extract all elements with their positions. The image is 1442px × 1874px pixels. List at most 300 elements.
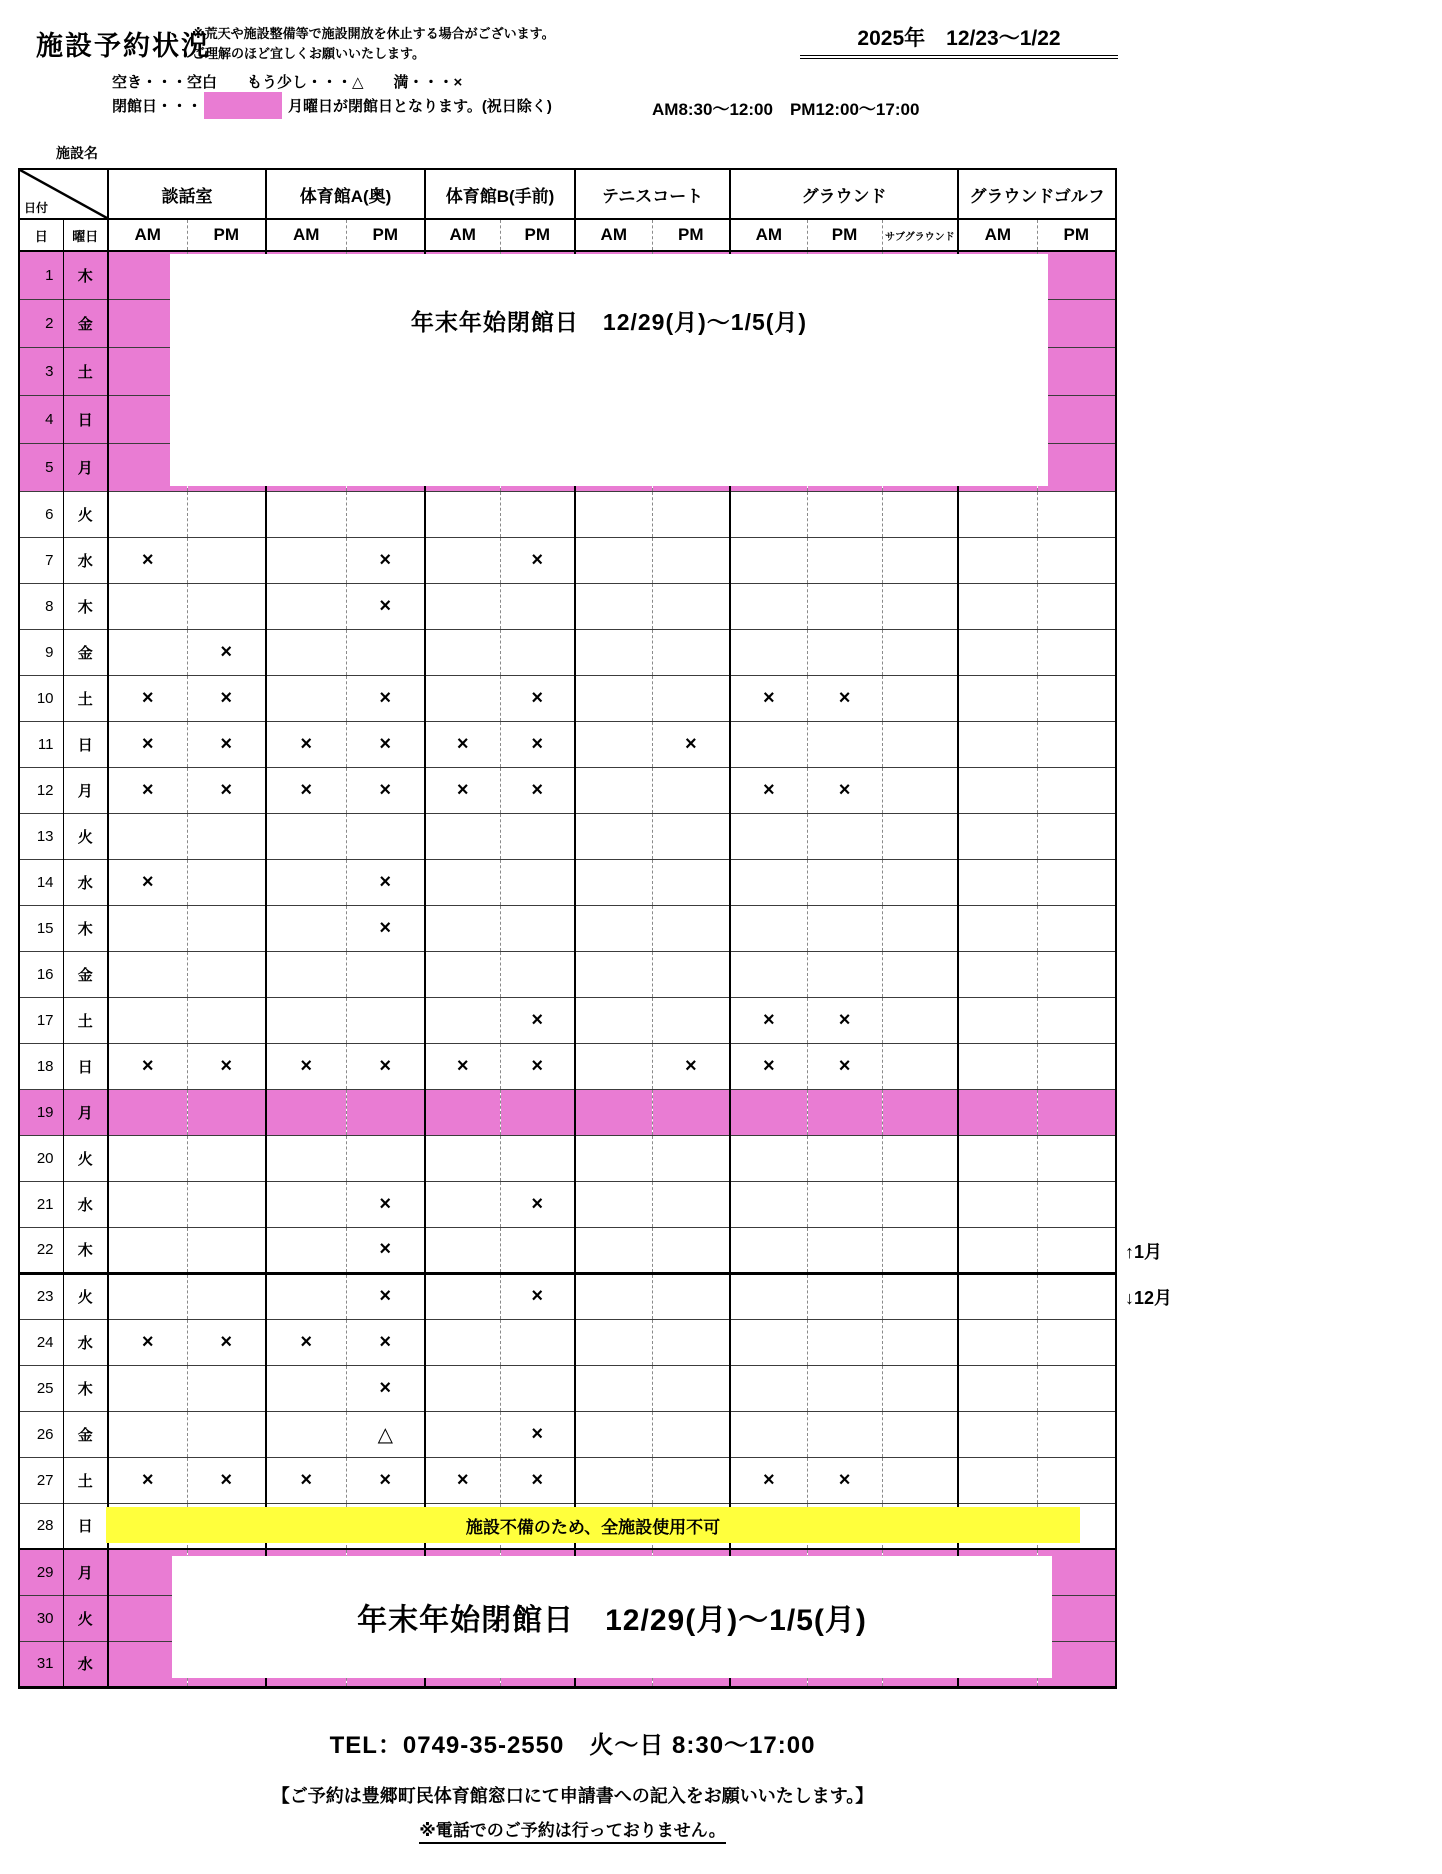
status-cell: ×	[425, 721, 500, 767]
table-row	[19, 1457, 1116, 1503]
status-cell	[652, 813, 730, 859]
pm-header: PM	[1063, 225, 1090, 244]
status-cell	[575, 721, 652, 767]
status-cell	[652, 629, 730, 675]
newyear-closure-banner-bottom: 年末年始閉館日 12/29(月)～1/5(月)	[172, 1556, 1052, 1678]
status-cell	[1037, 395, 1116, 443]
status-cell	[500, 1089, 575, 1135]
status-cell	[1037, 1319, 1116, 1365]
status-cell	[882, 537, 958, 583]
status-cell	[575, 767, 652, 813]
status-cell: ×	[346, 859, 425, 905]
date-cell: 9	[19, 629, 63, 675]
status-cell	[652, 491, 730, 537]
table-row	[19, 1181, 1116, 1227]
status-cell	[882, 1043, 958, 1089]
day-cell: 木	[63, 583, 108, 629]
status-cell	[1037, 905, 1116, 951]
status-cell	[730, 491, 807, 537]
pm-header: PM	[346, 219, 425, 251]
status-cell	[1037, 951, 1116, 997]
status-cell: ×	[807, 1043, 882, 1089]
day-cell: 水	[63, 1641, 108, 1687]
status-cell	[1037, 1227, 1116, 1273]
status-cell	[730, 1227, 807, 1273]
status-cell	[187, 1411, 266, 1457]
date-cell: 15	[19, 905, 63, 951]
month-marker-january: ↑1月	[1125, 1242, 1163, 1262]
table-row	[19, 997, 1116, 1043]
pm-header: PM	[187, 219, 266, 251]
facility-header-tennis: テニスコート	[575, 169, 730, 219]
status-cell	[652, 997, 730, 1043]
status-cell: ×	[108, 1043, 187, 1089]
status-cell	[882, 1181, 958, 1227]
day-cell: 火	[63, 1135, 108, 1181]
day-cell: 金	[63, 1411, 108, 1457]
status-cell	[575, 859, 652, 905]
status-cell	[807, 583, 882, 629]
status-cell	[425, 951, 500, 997]
status-cell	[730, 951, 807, 997]
date-cell: 22	[19, 1227, 63, 1273]
status-cell	[108, 813, 187, 859]
status-cell	[1037, 1181, 1116, 1227]
date-axis-label: 日付	[24, 201, 49, 215]
status-cell	[266, 583, 346, 629]
status-cell: ×	[346, 537, 425, 583]
table-row	[19, 491, 1116, 537]
status-cell	[807, 629, 882, 675]
status-cell: ×	[500, 721, 575, 767]
facility-header-ground: グラウンド	[730, 169, 958, 219]
status-cell	[807, 1135, 882, 1181]
closed-day-color-swatch	[204, 92, 282, 119]
status-cell	[1037, 1089, 1116, 1135]
status-cell	[958, 537, 1037, 583]
closed-day-label: 閉館日・・・	[112, 98, 203, 115]
status-cell	[1037, 347, 1116, 395]
date-cell: 30	[19, 1595, 63, 1641]
day-cell: 水	[63, 859, 108, 905]
status-cell	[730, 1181, 807, 1227]
status-cell	[1037, 813, 1116, 859]
status-cell: ×	[346, 1227, 425, 1273]
status-cell	[882, 813, 958, 859]
status-cell	[1037, 1273, 1116, 1319]
am-header: AM	[958, 219, 1037, 251]
footer	[0, 1725, 1145, 1841]
status-cell: ×	[266, 1457, 346, 1503]
ampm-header-row	[19, 219, 1116, 251]
status-cell	[652, 537, 730, 583]
date-cell: 8	[19, 583, 63, 629]
am-header: AM	[730, 219, 807, 251]
status-cell	[1037, 997, 1116, 1043]
day-cell: 土	[63, 675, 108, 721]
status-cell	[266, 997, 346, 1043]
day-cell: 水	[63, 1319, 108, 1365]
status-cell	[882, 1089, 958, 1135]
status-cell: ×	[108, 767, 187, 813]
status-cell	[425, 813, 500, 859]
status-cell	[346, 997, 425, 1043]
status-cell: ×	[346, 1181, 425, 1227]
status-cell	[882, 905, 958, 951]
day-cell: 月	[63, 1549, 108, 1595]
facility-header-danwashitsu: 談話室	[108, 169, 266, 219]
status-cell	[958, 859, 1037, 905]
status-cell: ×	[108, 675, 187, 721]
status-cell	[652, 1365, 730, 1411]
status-cell	[346, 629, 425, 675]
status-cell	[730, 905, 807, 951]
status-cell: ×	[108, 721, 187, 767]
status-cell	[807, 1319, 882, 1365]
status-cell	[807, 1365, 882, 1411]
status-cell	[652, 1319, 730, 1365]
status-cell	[882, 1135, 958, 1181]
status-cell	[346, 1089, 425, 1135]
status-cell: ×	[346, 721, 425, 767]
status-cell	[958, 1089, 1037, 1135]
date-cell: 21	[19, 1181, 63, 1227]
day-cell: 土	[63, 347, 108, 395]
am-header: AM	[425, 219, 500, 251]
status-cell	[958, 951, 1037, 997]
status-cell: ×	[500, 1043, 575, 1089]
status-cell	[187, 1181, 266, 1227]
status-cell	[575, 951, 652, 997]
status-cell	[266, 1227, 346, 1273]
day-cell: 水	[63, 1181, 108, 1227]
status-cell	[730, 1365, 807, 1411]
table-row	[19, 859, 1116, 905]
facility-header-gym-a: 体育館A(奥)	[266, 169, 425, 219]
table-row	[19, 1089, 1116, 1135]
table-row	[19, 1319, 1116, 1365]
status-cell	[730, 1089, 807, 1135]
no-phone-reservation-note: ※電話でのご予約は行っておりません。	[0, 1816, 1145, 1841]
status-cell	[575, 1273, 652, 1319]
status-cell: ×	[266, 1043, 346, 1089]
status-cell	[882, 1411, 958, 1457]
status-cell	[425, 629, 500, 675]
date-cell: 17	[19, 997, 63, 1043]
day-cell: 木	[63, 1227, 108, 1273]
status-cell	[1037, 583, 1116, 629]
table-row	[19, 767, 1116, 813]
status-cell	[575, 491, 652, 537]
status-cell	[108, 1089, 187, 1135]
page-title: 施設予約状況	[36, 31, 210, 61]
table-row	[19, 905, 1116, 951]
status-cell	[882, 859, 958, 905]
status-cell	[882, 583, 958, 629]
am-header: AM	[575, 219, 652, 251]
status-cell	[652, 1089, 730, 1135]
date-cell: 19	[19, 1089, 63, 1135]
status-cell	[575, 905, 652, 951]
status-cell	[108, 1411, 187, 1457]
status-cell: ×	[425, 1043, 500, 1089]
table-row	[19, 1227, 1116, 1273]
status-cell	[575, 583, 652, 629]
status-cell	[958, 1227, 1037, 1273]
status-cell	[425, 997, 500, 1043]
status-cell	[1037, 675, 1116, 721]
table-row	[19, 1411, 1116, 1457]
date-cell: 24	[19, 1319, 63, 1365]
status-cell: ×	[346, 1365, 425, 1411]
status-cell	[807, 1227, 882, 1273]
status-cell	[652, 583, 730, 629]
status-cell	[425, 1411, 500, 1457]
status-cell: ×	[266, 721, 346, 767]
status-cell	[187, 1365, 266, 1411]
status-cell: ×	[346, 675, 425, 721]
date-cell: 12	[19, 767, 63, 813]
status-cell	[266, 1365, 346, 1411]
status-cell	[1037, 1411, 1116, 1457]
day-cell: 金	[63, 629, 108, 675]
status-cell	[730, 629, 807, 675]
status-cell	[807, 813, 882, 859]
status-cell	[108, 491, 187, 537]
closed-day-legend	[112, 92, 552, 119]
date-cell: 27	[19, 1457, 63, 1503]
status-cell	[730, 1319, 807, 1365]
status-cell: ×	[425, 767, 500, 813]
status-cell	[575, 1227, 652, 1273]
status-cell	[266, 1089, 346, 1135]
table-row	[19, 813, 1116, 859]
status-cell	[575, 1181, 652, 1227]
day-cell: 月	[63, 1089, 108, 1135]
pm-header: PM	[652, 219, 730, 251]
status-cell	[500, 951, 575, 997]
status-cell	[425, 1273, 500, 1319]
status-cell	[652, 1411, 730, 1457]
status-cell	[1037, 767, 1116, 813]
table-row	[19, 629, 1116, 675]
status-cell	[108, 1273, 187, 1319]
status-cell	[346, 491, 425, 537]
status-cell	[425, 859, 500, 905]
date-cell: 2	[19, 299, 63, 347]
status-cell	[730, 537, 807, 583]
status-legend: 空き・・・空白 もう少し・・・△ 満・・・×	[112, 74, 463, 91]
date-cell: 7	[19, 537, 63, 583]
date-cell: 29	[19, 1549, 63, 1595]
status-cell: ×	[346, 767, 425, 813]
status-cell	[807, 1181, 882, 1227]
status-cell	[958, 997, 1037, 1043]
status-cell: ×	[346, 1043, 425, 1089]
status-cell	[1037, 537, 1116, 583]
status-cell: ×	[807, 1457, 882, 1503]
status-cell	[108, 1135, 187, 1181]
status-cell	[958, 1043, 1037, 1089]
status-cell	[266, 1135, 346, 1181]
date-cell: 13	[19, 813, 63, 859]
status-cell	[108, 951, 187, 997]
pm-header: PM	[500, 219, 575, 251]
status-cell	[187, 997, 266, 1043]
status-cell	[958, 721, 1037, 767]
day-cell: 木	[63, 905, 108, 951]
date-cell: 18	[19, 1043, 63, 1089]
status-cell	[425, 1365, 500, 1411]
status-cell: ×	[425, 1457, 500, 1503]
subground-header: サブグラウンド	[882, 219, 958, 251]
status-cell	[500, 859, 575, 905]
status-cell: ×	[652, 1043, 730, 1089]
status-cell	[108, 583, 187, 629]
status-cell	[958, 767, 1037, 813]
status-cell	[958, 1181, 1037, 1227]
status-cell	[425, 1227, 500, 1273]
status-cell: ×	[346, 1319, 425, 1365]
status-cell	[882, 997, 958, 1043]
status-cell	[882, 721, 958, 767]
status-cell	[882, 675, 958, 721]
status-cell: ×	[807, 675, 882, 721]
status-cell	[575, 1411, 652, 1457]
status-cell	[882, 1457, 958, 1503]
status-cell	[807, 859, 882, 905]
day-cell: 木	[63, 1365, 108, 1411]
status-cell	[652, 767, 730, 813]
day-cell: 火	[63, 1273, 108, 1319]
status-cell	[500, 491, 575, 537]
status-cell	[187, 951, 266, 997]
status-cell	[807, 1089, 882, 1135]
date-cell: 10	[19, 675, 63, 721]
status-cell	[882, 951, 958, 997]
closed-day-note: 月曜日が閉館日となります。(祝日除く)	[288, 98, 552, 115]
status-cell	[187, 1089, 266, 1135]
weather-notice-line1: ※荒天や施設整備等で施設開放を休止する場合がございます。	[192, 26, 555, 41]
status-cell	[958, 583, 1037, 629]
weather-notice	[192, 24, 555, 64]
facility-unavailable-banner: 施設不備のため、全施設使用不可	[106, 1507, 1080, 1543]
newyear-closure-banner-top: 年末年始閉館日 12/29(月)～1/5(月)	[170, 254, 1048, 486]
status-cell	[187, 491, 266, 537]
status-cell	[266, 905, 346, 951]
telephone-info: TEL：0749-35-2550 火～日 8:30～17:00	[329, 1732, 816, 1759]
table-row	[19, 1043, 1116, 1089]
axis-corner-cell	[19, 169, 108, 219]
status-cell	[652, 1457, 730, 1503]
status-cell: ×	[346, 1457, 425, 1503]
status-cell: ×	[730, 767, 807, 813]
status-cell	[575, 629, 652, 675]
status-cell	[575, 1089, 652, 1135]
date-cell: 28	[19, 1503, 63, 1549]
status-cell	[425, 1135, 500, 1181]
status-cell	[1037, 299, 1116, 347]
status-cell	[187, 1227, 266, 1273]
status-cell	[266, 1411, 346, 1457]
status-cell: ×	[346, 905, 425, 951]
table-row	[19, 583, 1116, 629]
status-cell: ×	[807, 997, 882, 1043]
status-cell	[958, 1273, 1037, 1319]
status-cell: ×	[187, 1043, 266, 1089]
status-cell: ×	[187, 675, 266, 721]
facility-header-row	[19, 169, 1116, 219]
day-cell: 火	[63, 491, 108, 537]
status-cell	[500, 905, 575, 951]
status-cell	[425, 537, 500, 583]
status-cell	[882, 767, 958, 813]
status-cell: ×	[266, 1319, 346, 1365]
status-cell: ×	[187, 767, 266, 813]
day-cell: 土	[63, 997, 108, 1043]
status-cell	[187, 537, 266, 583]
status-cell	[425, 905, 500, 951]
status-cell: ×	[108, 537, 187, 583]
status-cell	[730, 813, 807, 859]
status-cell	[652, 951, 730, 997]
status-cell	[187, 813, 266, 859]
status-cell	[266, 813, 346, 859]
status-cell	[108, 629, 187, 675]
status-cell	[1037, 443, 1116, 491]
month-marker-december: ↓12月	[1125, 1288, 1173, 1308]
status-cell	[425, 583, 500, 629]
date-cell: 1	[19, 251, 63, 299]
status-cell	[652, 1135, 730, 1181]
status-cell	[1037, 721, 1116, 767]
status-cell	[266, 1273, 346, 1319]
facility-header-ground-golf: グラウンドゴルフ	[969, 186, 1105, 206]
am-header: AM	[266, 219, 346, 251]
status-cell: ×	[346, 1273, 425, 1319]
status-cell	[958, 1135, 1037, 1181]
status-cell	[1037, 491, 1116, 537]
status-cell	[425, 1319, 500, 1365]
status-cell: ×	[652, 721, 730, 767]
status-cell: ×	[187, 1457, 266, 1503]
table-row	[19, 721, 1116, 767]
status-cell	[1037, 1135, 1116, 1181]
day-cell: 日	[63, 1043, 108, 1089]
date-cell: 31	[19, 1641, 63, 1687]
date-cell: 25	[19, 1365, 63, 1411]
status-cell	[807, 491, 882, 537]
status-cell	[500, 1319, 575, 1365]
status-cell	[730, 1273, 807, 1319]
status-cell	[958, 813, 1037, 859]
status-cell	[730, 583, 807, 629]
status-cell	[187, 859, 266, 905]
status-cell	[500, 813, 575, 859]
date-cell: 5	[19, 443, 63, 491]
status-cell	[425, 675, 500, 721]
opening-hours: AM8:30～12:00 PM12:00～17:00	[652, 100, 920, 119]
status-cell	[652, 905, 730, 951]
status-cell: ×	[500, 1411, 575, 1457]
status-cell	[1037, 1457, 1116, 1503]
status-cell	[652, 1273, 730, 1319]
date-cell: 3	[19, 347, 63, 395]
status-cell: ×	[108, 859, 187, 905]
period-range: 2025年 12/23～1/22	[800, 22, 1118, 59]
table-row	[19, 537, 1116, 583]
status-cell	[266, 951, 346, 997]
